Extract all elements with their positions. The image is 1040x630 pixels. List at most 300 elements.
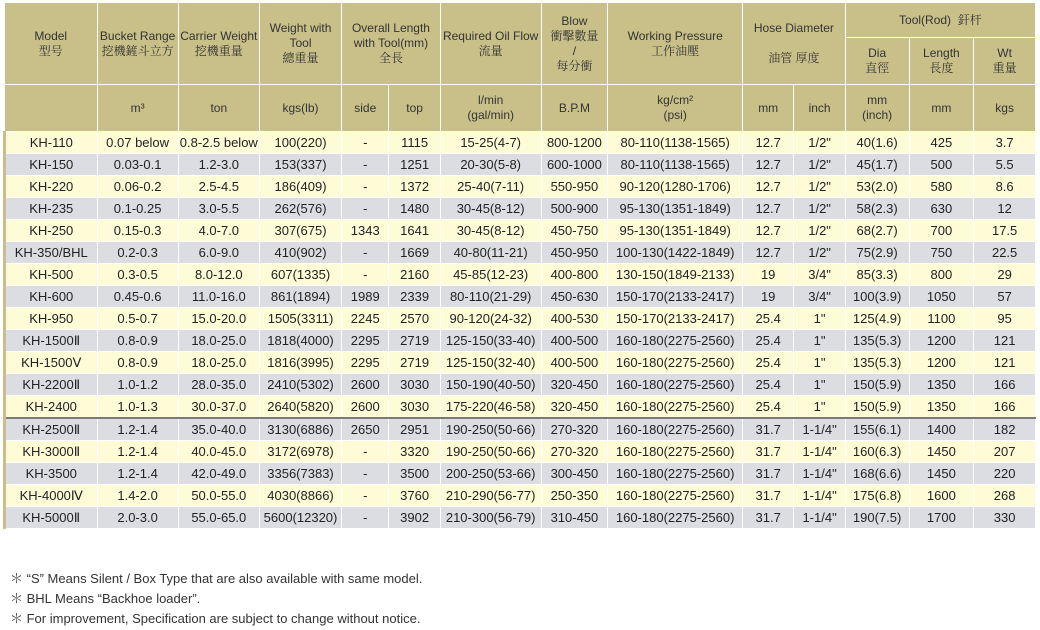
model-cell: KH-1500Ⅴ [5,352,98,374]
table-row [5,132,1036,154]
table-cell: 0.3-0.5 [97,264,178,286]
table-cell: 50.0-55.0 [178,485,259,507]
table-cell: 1818(4000) [259,330,341,352]
table-body [5,132,1036,529]
unit-carrier: ton [178,85,259,132]
table-cell: 2339 [389,286,440,308]
table-cell: 25.4 [743,330,794,352]
table-cell: 1669 [389,242,440,264]
table-cell: - [342,198,389,220]
unit-side: side [342,85,389,132]
table-cell: 31.7 [743,463,794,485]
table-cell: 220 [974,463,1036,485]
table-cell: 600-1000 [541,154,608,176]
table-cell: 1/2" [794,220,845,242]
table-cell: 130-150(1849-2133) [608,264,743,286]
header-blow: Blow 衝擊數量 / 每分衝 [541,3,608,85]
table-cell: 400-500 [541,330,608,352]
table-cell: 135(5.3) [845,352,909,374]
table-cell: 31.7 [743,418,794,441]
table-cell: 2570 [389,308,440,330]
model-cell: KH-1500Ⅱ [5,330,98,352]
table-cell: 19 [743,264,794,286]
table-cell: 30-45(8-12) [440,220,541,242]
table-cell: 45(1.7) [845,154,909,176]
unit-blow: B.P.M [541,85,608,132]
table-cell: 0.5-0.7 [97,308,178,330]
table-cell: 2650 [342,418,389,441]
table-cell: 2.5-4.5 [178,176,259,198]
table-row [5,441,1036,463]
table-cell: 310-450 [541,507,608,529]
table-cell: 2160 [389,264,440,286]
table-cell: 2245 [342,308,389,330]
table-cell: 3356(7383) [259,463,341,485]
table-cell: 90-120(24-32) [440,308,541,330]
table-cell: 150-170(2133-2417) [608,286,743,308]
table-row [5,418,1036,441]
table-cell: 12.7 [743,198,794,220]
model-cell: KH-500 [5,264,98,286]
table-cell: 150-190(40-50) [440,374,541,396]
table-cell: 1480 [389,198,440,220]
table-cell: 18.0-25.0 [178,330,259,352]
table-cell: 12.7 [743,242,794,264]
table-cell: 75(2.9) [845,242,909,264]
table-cell: 1816(3995) [259,352,341,374]
table-cell: 40-80(11-21) [440,242,541,264]
table-cell: 3130(6886) [259,418,341,441]
table-cell: 30-45(8-12) [440,198,541,220]
table-cell: 1350 [909,374,974,396]
unit-weight: kgs(lb) [259,85,341,132]
table-cell: 1" [794,308,845,330]
table-cell: 12.7 [743,220,794,242]
table-cell: 190(7.5) [845,507,909,529]
table-cell: 1400 [909,418,974,441]
table-cell: 2295 [342,352,389,374]
table-cell: 166 [974,396,1036,419]
header-bucket-range: Bucket Range 挖機鏟斗立方 [97,3,178,85]
table-cell: 100(3.9) [845,286,909,308]
table-row [5,396,1036,419]
table-cell: - [342,507,389,529]
table-cell: 800 [909,264,974,286]
table-cell: 320-450 [541,396,608,419]
model-cell: KH-2200Ⅱ [5,374,98,396]
table-cell: 0.06-0.2 [97,176,178,198]
table-cell: 1.0-1.3 [97,396,178,419]
table-cell: 85(3.3) [845,264,909,286]
header-working-pressure: Working Pressure 工作油壓 [608,3,743,85]
table-cell: 2719 [389,330,440,352]
unit-top: top [389,85,440,132]
table-cell: 1450 [909,441,974,463]
unit-dia: mm (inch) [845,85,909,132]
table-cell: 270-320 [541,441,608,463]
table-cell: 22.5 [974,242,1036,264]
model-cell: KH-950 [5,308,98,330]
table-cell: 18.0-25.0 [178,352,259,374]
table-cell: 42.0-49.0 [178,463,259,485]
model-cell: KH-250 [5,220,98,242]
table-cell: 150-170(2133-2417) [608,308,743,330]
table-cell: 155(6.1) [845,418,909,441]
table-cell: 95-130(1351-1849) [608,220,743,242]
header-overall-length: Overall Length with Tool(mm) 全長 [342,3,441,85]
table-cell: 28.0-35.0 [178,374,259,396]
table-cell: 182 [974,418,1036,441]
table-cell: 31.7 [743,441,794,463]
table-cell: 19 [743,286,794,308]
table-cell: 262(576) [259,198,341,220]
table-cell: 425 [909,132,974,154]
table-cell: 3902 [389,507,440,529]
table-cell: 400-800 [541,264,608,286]
table-cell: 150(5.9) [845,396,909,419]
table-cell: 1115 [389,132,440,154]
table-cell: 25.4 [743,396,794,419]
table-cell: 210-290(56-77) [440,485,541,507]
table-cell: 12.7 [743,132,794,154]
table-cell: 80-110(21-29) [440,286,541,308]
table-row [5,485,1036,507]
table-cell: 11.0-16.0 [178,286,259,308]
table-cell: 160-180(2275-2560) [608,441,743,463]
table-cell: 0.03-0.1 [97,154,178,176]
table-cell: - [342,485,389,507]
table-cell: 1200 [909,330,974,352]
table-cell: 5600(12320) [259,507,341,529]
table-cell: 1" [794,352,845,374]
table-cell: 100(220) [259,132,341,154]
table-cell: 3320 [389,441,440,463]
table-header [5,3,1036,132]
unit-wt: kgs [974,85,1036,132]
unit-pressure: kg/cm² (psi) [608,85,743,132]
table-cell: 68(2.7) [845,220,909,242]
table-row [5,264,1036,286]
table-cell: 800-1200 [541,132,608,154]
table-cell: 80-110(1138-1565) [608,132,743,154]
table-cell: - [342,154,389,176]
table-cell: 630 [909,198,974,220]
table-cell: 861(1894) [259,286,341,308]
table-cell: 3.7 [974,132,1036,154]
table-cell: 1" [794,396,845,419]
unit-hose-mm: mm [743,85,794,132]
table-cell: 0.2-0.3 [97,242,178,264]
table-cell: 4.0-7.0 [178,220,259,242]
table-cell: 0.07 below [97,132,178,154]
table-cell: 1-1/4" [794,463,845,485]
table-cell: 1050 [909,286,974,308]
table-cell: 40.0-45.0 [178,441,259,463]
table-cell: 0.8-0.9 [97,330,178,352]
table-cell: 450-750 [541,220,608,242]
table-cell: 450-950 [541,242,608,264]
table-cell: 1/2" [794,242,845,264]
table-cell: 17.5 [974,220,1036,242]
table-cell: 30.0-37.0 [178,396,259,419]
table-cell: 450-630 [541,286,608,308]
table-cell: 175(6.8) [845,485,909,507]
table-cell: 1100 [909,308,974,330]
table-cell: 1600 [909,485,974,507]
model-cell: KH-110 [5,132,98,154]
table-cell: 166 [974,374,1036,396]
table-cell: 25.4 [743,352,794,374]
table-cell: 1.2-1.4 [97,441,178,463]
table-cell: 0.8-2.5 below [178,132,259,154]
model-cell: KH-600 [5,286,98,308]
table-cell: 6.0-9.0 [178,242,259,264]
header-weight-with-tool: Weight with Tool 總重量 [259,3,341,85]
table-cell: 3500 [389,463,440,485]
table-cell: 3760 [389,485,440,507]
table-cell: 5.5 [974,154,1036,176]
table-cell: 1200 [909,352,974,374]
unit-oil: l/min (gal/min) [440,85,541,132]
table-cell: 8.6 [974,176,1036,198]
model-cell: KH-2400 [5,396,98,419]
table-cell: 12 [974,198,1036,220]
header-length: Length 長度 [909,38,974,85]
header-carrier-weight: Carrier Weight 挖機重量 [178,3,259,85]
table-cell: 330 [974,507,1036,529]
table-cell: 15-25(4-7) [440,132,541,154]
table-cell: 160-180(2275-2560) [608,352,743,374]
table-cell: 1/2" [794,154,845,176]
table-cell: 1/2" [794,198,845,220]
table-cell: 607(1335) [259,264,341,286]
table-cell: 1343 [342,220,389,242]
specification-table [3,2,1036,529]
table-cell: 270-320 [541,418,608,441]
table-cell: 55.0-65.0 [178,507,259,529]
table-cell: 1700 [909,507,974,529]
table-cell: - [342,264,389,286]
table-cell: 0.1-0.25 [97,198,178,220]
header-tool-rod: Tool(Rod) 釬杆 [845,3,1035,38]
table-cell: 95 [974,308,1036,330]
header-dia: Dia 直徑 [845,38,909,85]
table-cell: 500-900 [541,198,608,220]
model-cell: KH-235 [5,198,98,220]
table-cell: 3030 [389,374,440,396]
table-cell: 1-1/4" [794,418,845,441]
header-wt: Wt 重量 [974,38,1036,85]
model-cell: KH-5000Ⅱ [5,507,98,529]
table-row [5,374,1036,396]
table-cell: 125(4.9) [845,308,909,330]
table-row [5,242,1036,264]
table-cell: 1372 [389,176,440,198]
footnote: ＊ For improvement, Specification are subject to change without notice. [10,611,421,626]
table-cell: 1.2-1.4 [97,463,178,485]
table-cell: 160-180(2275-2560) [608,374,743,396]
table-cell: 1.2-1.4 [97,418,178,441]
table-cell: 8.0-12.0 [178,264,259,286]
table-cell: 2951 [389,418,440,441]
table-cell: 1/2" [794,132,845,154]
table-cell: 320-450 [541,374,608,396]
table-row [5,352,1036,374]
table-cell: 135(5.3) [845,330,909,352]
table-cell: 53(2.0) [845,176,909,198]
table-cell: - [342,132,389,154]
table-cell: 1.2-3.0 [178,154,259,176]
table-cell: 90-120(1280-1706) [608,176,743,198]
table-cell: 95-130(1351-1849) [608,198,743,220]
table-cell: 25.4 [743,308,794,330]
table-cell: 307(675) [259,220,341,242]
table-cell: 31.7 [743,485,794,507]
table-cell: 20-30(5-8) [440,154,541,176]
table-cell: 300-450 [541,463,608,485]
table-cell: 2600 [342,374,389,396]
model-cell: KH-3000Ⅱ [5,441,98,463]
table-cell: - [342,441,389,463]
table-cell: 580 [909,176,974,198]
table-cell: 160-180(2275-2560) [608,463,743,485]
table-cell: 3172(6978) [259,441,341,463]
table-row [5,198,1036,220]
table-cell: 500 [909,154,974,176]
table-cell: 40(1.6) [845,132,909,154]
table-cell: 2600 [342,396,389,419]
header-units-blank [5,85,98,132]
table-row [5,507,1036,529]
table-cell: - [342,463,389,485]
table-cell: 750 [909,242,974,264]
table-cell: 31.7 [743,507,794,529]
table-cell: 1505(3311) [259,308,341,330]
table-cell: 1989 [342,286,389,308]
model-cell: KH-220 [5,176,98,198]
table-cell: 200-250(53-66) [440,463,541,485]
table-row [5,176,1036,198]
table-cell: 1" [794,374,845,396]
table-cell: 1350 [909,396,974,419]
table-cell: 15.0-20.0 [178,308,259,330]
table-cell: 410(902) [259,242,341,264]
table-row [5,286,1036,308]
table-cell: 1.0-1.2 [97,374,178,396]
table-cell: 125-150(33-40) [440,330,541,352]
table-row [5,463,1036,485]
table-cell: 0.45-0.6 [97,286,178,308]
table-cell: 100-130(1422-1849) [608,242,743,264]
unit-bucket: m³ [97,85,178,132]
table-cell: 1" [794,330,845,352]
table-cell: 35.0-40.0 [178,418,259,441]
table-row [5,220,1036,242]
model-cell: KH-4000Ⅳ [5,485,98,507]
table-cell: 400-530 [541,308,608,330]
table-cell: 150(5.9) [845,374,909,396]
table-cell: 190-250(50-66) [440,441,541,463]
table-cell: 153(337) [259,154,341,176]
table-cell: 2.0-3.0 [97,507,178,529]
table-cell: 2295 [342,330,389,352]
table-cell: 700 [909,220,974,242]
table-cell: 1-1/4" [794,485,845,507]
table-cell: 250-350 [541,485,608,507]
table-cell: 121 [974,352,1036,374]
table-cell: 3030 [389,396,440,419]
table-cell: 400-500 [541,352,608,374]
table-cell: 160(6.3) [845,441,909,463]
table-cell: 121 [974,330,1036,352]
table-cell: 29 [974,264,1036,286]
table-cell: 45-85(12-23) [440,264,541,286]
table-cell: 1-1/4" [794,507,845,529]
table-cell: 80-110(1138-1565) [608,154,743,176]
table-cell: 1-1/4" [794,441,845,463]
header-hose-diameter: Hose Diameter 油管 厚度 [743,3,846,85]
table-cell: 1450 [909,463,974,485]
table-cell: 125-150(32-40) [440,352,541,374]
table-cell: 160-180(2275-2560) [608,485,743,507]
table-cell: 2640(5820) [259,396,341,419]
model-cell: KH-150 [5,154,98,176]
table-cell: 175-220(46-58) [440,396,541,419]
table-cell: 3.0-5.5 [178,198,259,220]
model-cell: KH-350/BHL [5,242,98,264]
footnote: ＊ “S” Means Silent / Box Type that are also available with same model. [10,571,423,586]
table-cell: 12.7 [743,176,794,198]
table-row [5,330,1036,352]
table-cell: 25.4 [743,374,794,396]
table-cell: 207 [974,441,1036,463]
table-row [5,154,1036,176]
table-cell: 160-180(2275-2560) [608,418,743,441]
table-cell: 25-40(7-11) [440,176,541,198]
table-cell: 3/4" [794,264,845,286]
table-cell: 168(6.6) [845,463,909,485]
table-cell: 1641 [389,220,440,242]
table-cell: - [342,176,389,198]
model-cell: KH-3500 [5,463,98,485]
footnote: ＊ BHL Means “Backhoe loader”. [10,591,201,606]
model-cell: KH-2500Ⅱ [5,418,98,441]
table-cell: 2719 [389,352,440,374]
table-cell: 1251 [389,154,440,176]
header-model: Model 型号 [5,3,98,85]
table-cell: 0.8-0.9 [97,352,178,374]
table-cell: 160-180(2275-2560) [608,396,743,419]
unit-hose-inch: inch [794,85,845,132]
footnotes [10,569,422,629]
unit-len: mm [909,85,974,132]
table-cell: 58(2.3) [845,198,909,220]
table-cell: 12.7 [743,154,794,176]
table-cell: 3/4" [794,286,845,308]
table-cell: 550-950 [541,176,608,198]
header-oil-flow: Required Oil Flow 流量 [440,3,541,85]
table-cell: 1.4-2.0 [97,485,178,507]
table-cell: 4030(8866) [259,485,341,507]
table-cell: - [342,242,389,264]
table-cell: 160-180(2275-2560) [608,507,743,529]
table-cell: 2410(5302) [259,374,341,396]
table-cell: 190-250(50-66) [440,418,541,441]
table-cell: 0.15-0.3 [97,220,178,242]
table-cell: 1/2" [794,176,845,198]
table-cell: 186(409) [259,176,341,198]
table-cell: 57 [974,286,1036,308]
